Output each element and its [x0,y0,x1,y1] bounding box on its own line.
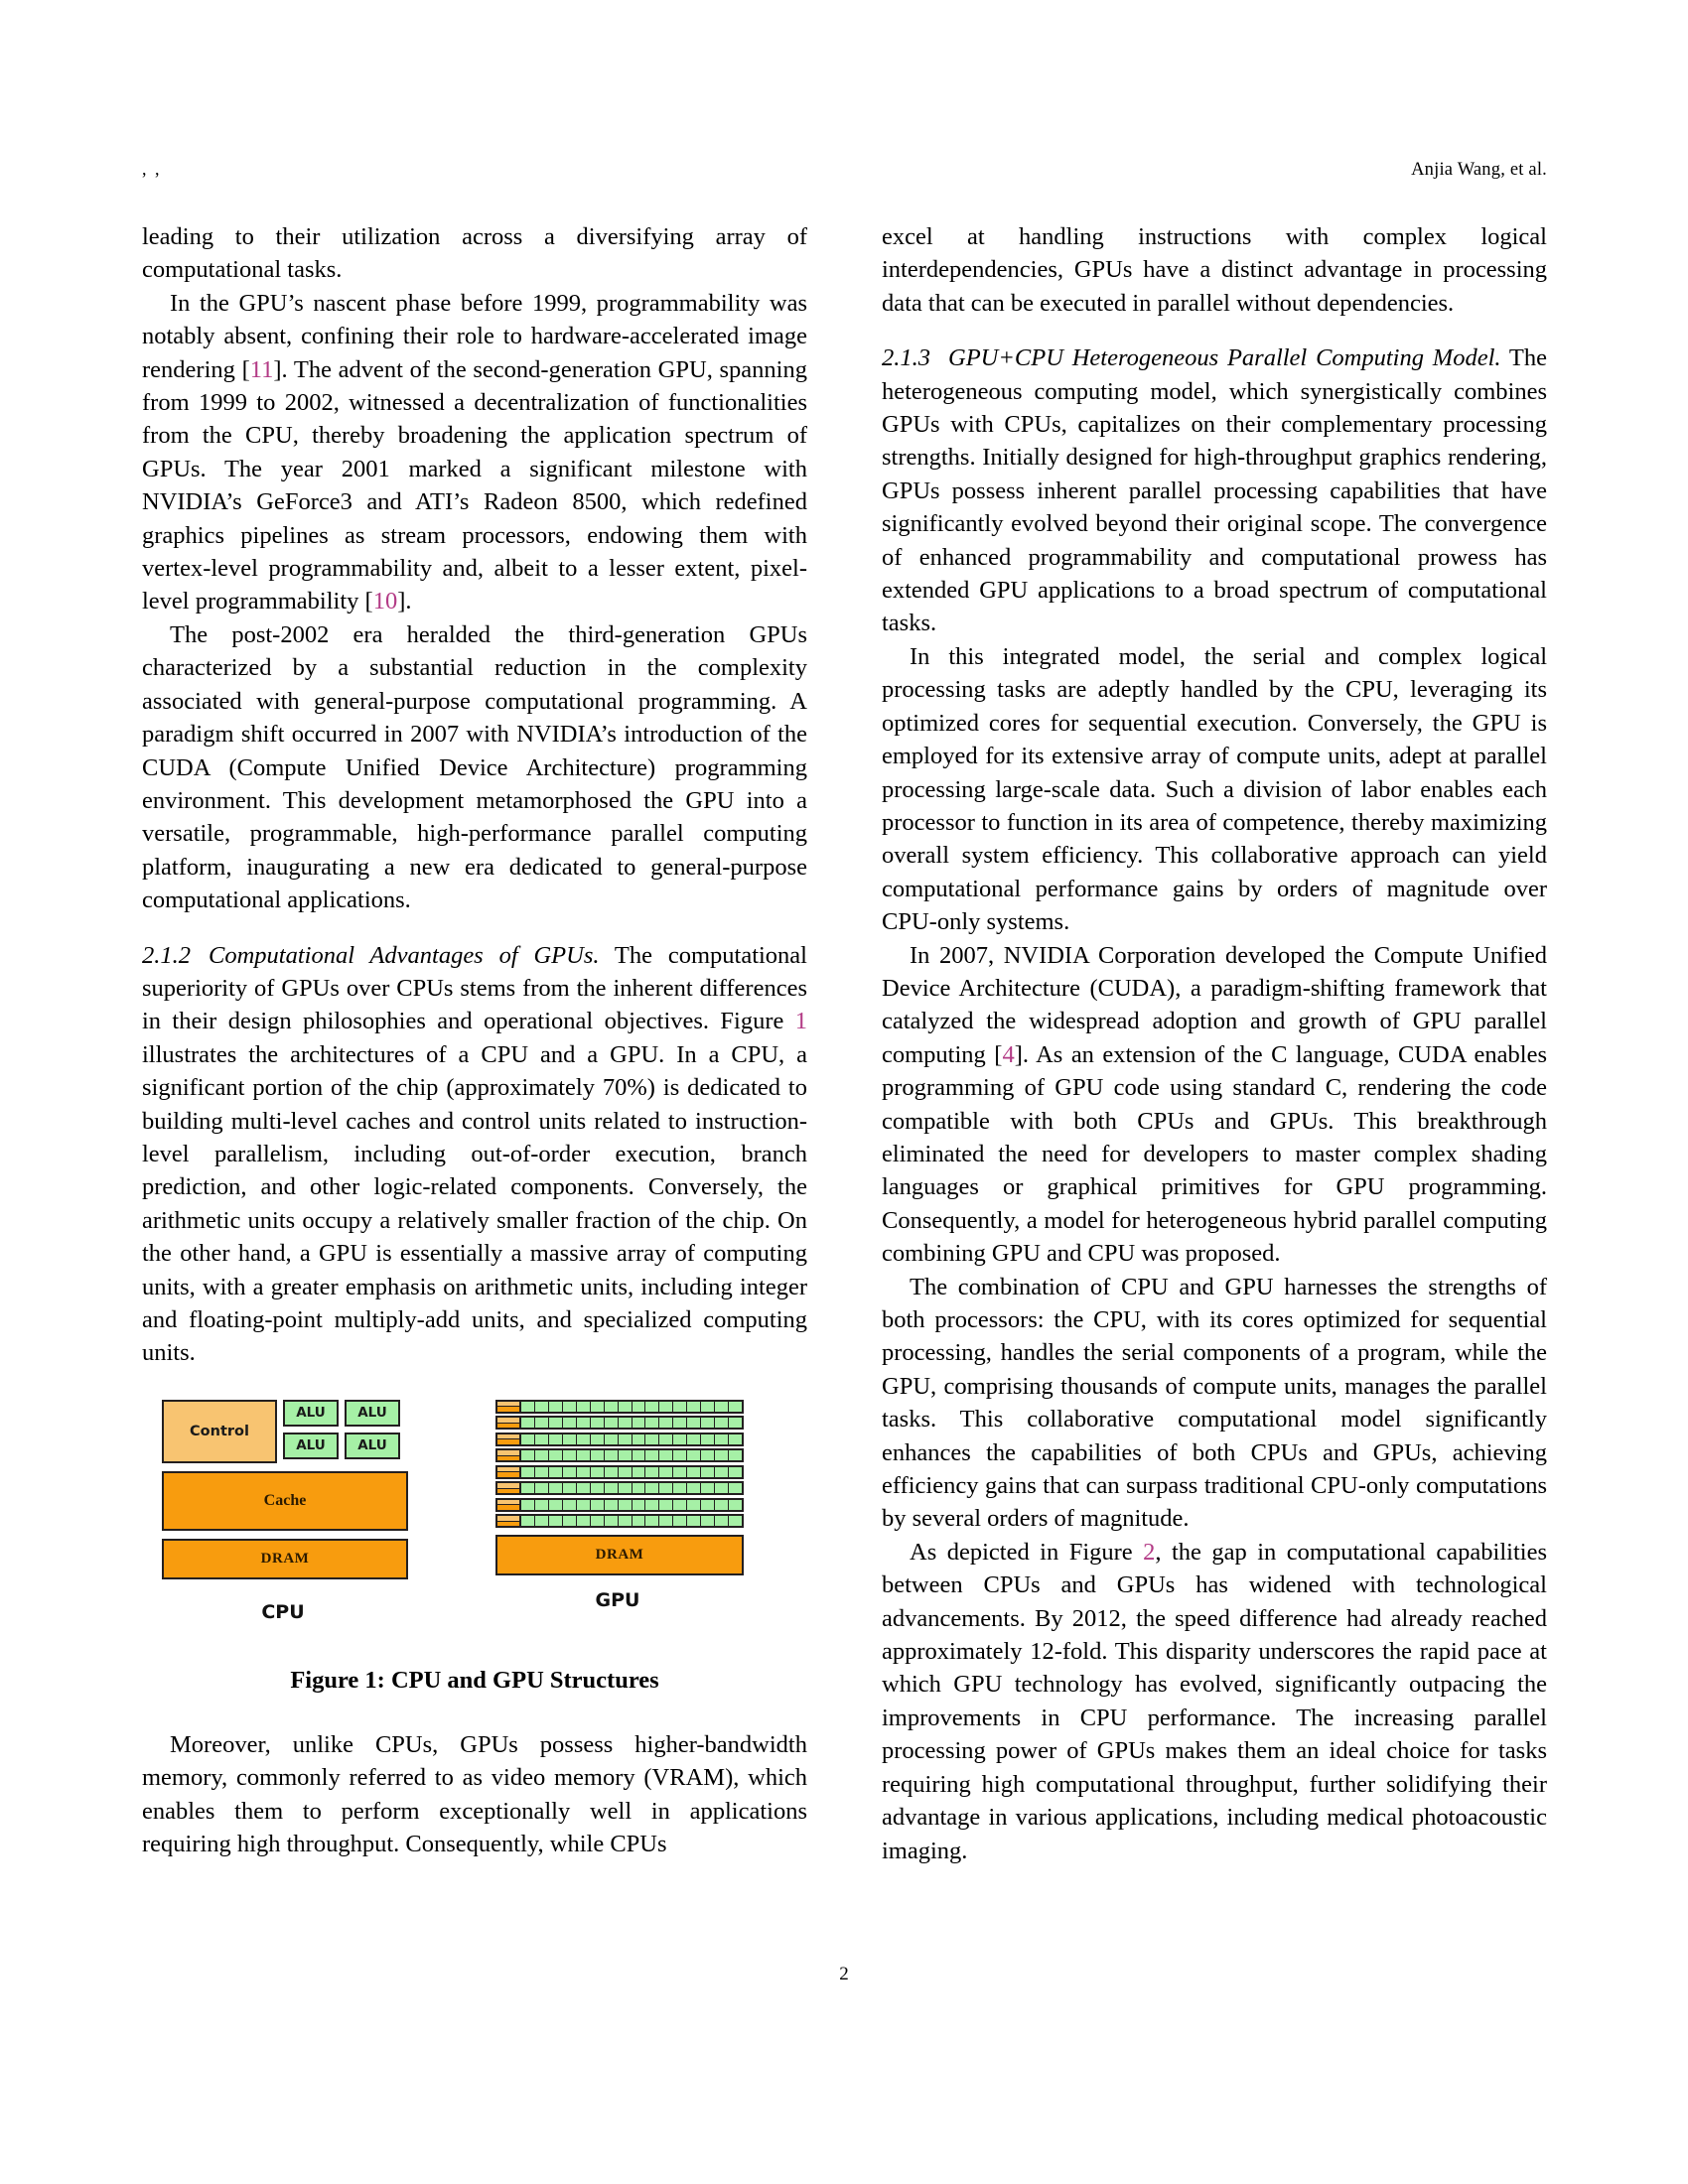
gpu-alu-cell [521,1516,535,1526]
gpu-alu-cell [633,1450,646,1460]
gpu-alu-cell [563,1418,577,1428]
gpu-alu-cell [729,1516,742,1526]
gpu-core-row [495,1448,744,1462]
gpu-alu-cell [619,1402,633,1412]
gpu-alu-cell [619,1467,633,1477]
section-title: Computational Advantages of GPUs. [209,941,600,969]
gpu-alu-cell [729,1418,742,1428]
citation-link-10[interactable]: 10 [372,588,398,615]
gpu-alu-cells [521,1433,744,1446]
page-number: 2 [839,1964,849,1984]
gpu-alu-cell [535,1434,549,1444]
text-run: , the gap in computational capabilities between CPUs and GPUs has widened with technological advancements. By 2012, the speed difference had already reached approximately 12-fold. This disparity underscores the rapid pace at which GPU technology has evolved, significantly outpacing the improvements in CPU performance. The increasing parallel processing power of GPUs makes them an ideal choice for tasks requiring high computational throughput, further solidifying their advantage in various applications, including medical photoacoustic imaging. [882,1538,1547,1864]
cpu-alu-block: ALU [345,1433,400,1459]
gpu-alu-cell [549,1467,563,1477]
gpu-alu-cell [715,1483,729,1493]
text-run: ]. As an extension of the C language, CUDA enables programming of GPU code using standard C, rendering the code compatible with both CPUs and GPUs. This breakthrough eliminated the need for developers to master complex shading languages or graphical primitives for GPU programming. Consequently, a model for heterogeneous hybrid parallel computing combining GPU and CPU was proposed. [882,1040,1547,1268]
gpu-alu-cell [521,1500,535,1510]
cpu-dram-block: DRAM [162,1539,408,1579]
gpu-alu-cell [535,1516,549,1526]
gpu-alu-cell [659,1467,673,1477]
text-run: As depicted in Figure [910,1538,1144,1566]
gpu-alu-cell [521,1418,535,1428]
figure-link-1[interactable]: 1 [794,1008,807,1035]
gpu-control-block [495,1416,521,1430]
gpu-alu-cell [549,1450,563,1460]
paragraph-continuation-right: excel at handling instructions with complex logical interdependencies, GPUs have a distinct advantage in processing data that can be executed in parallel without dependencies. [882,223,1547,317]
gpu-alu-cell [549,1418,563,1428]
gpu-alu-cell [687,1450,701,1460]
section-number: 2.1.2 [142,941,191,969]
gpu-alu-cell [673,1516,687,1526]
gpu-alu-cell [619,1500,633,1510]
paragraph-integrated-model: In this integrated model, the serial and complex logical processing tasks are adeptly handled by the CPU, leveraging its optimized cores for sequential execution. Conversely, the GPU is employed for its extensive array of compute units, adept at parallel processing large-scale data. Such a division of labor enables each processor to function in its area of competence, thereby maximizing overall system efficiency. This collaborative approach can yield computational performance gains by orders of magnitude over CPU-only systems. [882,642,1547,936]
gpu-alu-cell [701,1402,715,1412]
gpu-core-row [495,1400,744,1414]
gpu-core-row [495,1465,744,1479]
gpu-alu-cell [563,1450,577,1460]
gpu-alu-cell [673,1500,687,1510]
gpu-alu-cell [645,1483,659,1493]
gpu-alu-cell [659,1450,673,1460]
gpu-alu-cell [521,1434,535,1444]
gpu-alu-cell [659,1402,673,1412]
gpu-alu-cell [715,1500,729,1510]
paragraph-cpu-gpu-combination: The combination of CPU and GPU harnesses the strengths of both processors: the CPU, with its cores optimized for sequential processing, handles the serial components of a program, while the GPU, comprising thousands of compute units, manages the parallel tasks. This collaborative computational model significantly enhances the capabilities of both CPUs and GPUs, achieving efficiency gains that can surpass traditional CPU-only computations by several orders of magnitude. [882,1273,1547,1533]
gpu-alu-cell [577,1402,591,1412]
gpu-dram-block: DRAM [495,1535,744,1575]
spacer [142,917,807,939]
figure-1-caption: Figure 1: CPU and GPU Structures [290,1666,659,1694]
two-column-body [142,220,1547,1867]
spacer [882,320,1547,341]
gpu-alu-cell [715,1516,729,1526]
gpu-alu-cell [633,1418,646,1428]
gpu-control-block [495,1465,521,1479]
gpu-alu-cells [521,1465,744,1479]
gpu-control-lower [497,1489,519,1494]
gpu-alu-cell [673,1402,687,1412]
gpu-alu-cells [521,1416,744,1430]
gpu-alu-cell [673,1483,687,1493]
paragraph-cuda-2007 [882,939,1547,1271]
gpu-alu-cell [715,1467,729,1477]
gpu-alu-cell [563,1434,577,1444]
gpu-alu-cell [729,1500,742,1510]
gpu-alu-cell [605,1467,619,1477]
gpu-alu-cell [701,1450,715,1460]
gpu-alu-cell [619,1450,633,1460]
gpu-alu-cell [659,1434,673,1444]
figure-1 [142,1400,807,1695]
gpu-control-block [495,1514,521,1528]
citation-link-4[interactable]: 4 [1002,1040,1015,1068]
cpu-alu-block: ALU [283,1400,339,1427]
gpu-alu-cell [535,1450,549,1460]
text-run: ]. [397,588,412,615]
gpu-alu-cell [645,1467,659,1477]
cpu-top-row [162,1400,408,1463]
gpu-alu-cell [687,1483,701,1493]
section-title: GPU+CPU Heterogeneous Parallel Computing Model. [948,344,1501,372]
gpu-core-row [495,1416,744,1430]
gpu-alu-cell [591,1450,605,1460]
cpu-cache-block: Cache [162,1471,408,1531]
gpu-alu-cell [591,1418,605,1428]
gpu-control-lower [497,1505,519,1510]
gpu-alu-cell [673,1450,687,1460]
cpu-diagram-label: CPU [261,1600,305,1623]
gpu-alu-cell [633,1402,646,1412]
section-heading-212 [142,939,807,1370]
gpu-control-block [495,1433,521,1446]
paragraph-figure2-reference [882,1536,1547,1867]
gpu-alu-cell [619,1434,633,1444]
gpu-alu-cell [687,1467,701,1477]
gpu-alu-cell [563,1483,577,1493]
gpu-alu-cell [591,1483,605,1493]
gpu-diagram-label: GPU [595,1589,640,1612]
gpu-alu-cell [577,1500,591,1510]
gpu-alu-cell [549,1500,563,1510]
gpu-alu-cell [633,1516,646,1526]
gpu-alu-cell [673,1467,687,1477]
gpu-alu-cell [605,1500,619,1510]
gpu-core-row [495,1481,744,1495]
gpu-alu-cell [729,1434,742,1444]
gpu-alu-cell [577,1483,591,1493]
running-header-left: , , [142,159,162,179]
text-run: In 2007, NVIDIA Corporation developed the Compute Unified Device Architecture (CUDA), a paradigm-shifting framework that catalyzed the widespread adoption and growth of GPU parallel computing [ [882,941,1547,1068]
gpu-alu-cell [591,1500,605,1510]
figure-link-2[interactable]: 2 [1143,1538,1156,1566]
gpu-alu-cell [701,1500,715,1510]
gpu-alu-cell [701,1467,715,1477]
gpu-alu-cell [645,1450,659,1460]
cpu-diagram [162,1400,408,1623]
gpu-alu-cell [605,1402,619,1412]
gpu-alu-cell [645,1418,659,1428]
gpu-diagram [495,1400,744,1612]
paragraph-gpu-history [142,287,807,618]
gpu-alu-cell [687,1434,701,1444]
gpu-alu-cell [563,1516,577,1526]
gpu-alu-cell [729,1467,742,1477]
gpu-alu-cell [659,1500,673,1510]
gpu-alu-cell [659,1483,673,1493]
gpu-control-lower [497,1424,519,1429]
gpu-control-block [495,1498,521,1512]
text-run: illustrates the architectures of a CPU and a GPU. In a CPU, a significant portion of the chip (approximately 70%) is dedicated to building multi-level caches and control units related to instruction-level parallelism, including out-of-order execution, branch prediction, and other logic-related components. Conversely, the arithmetic units occupy a relatively smaller fraction of the chip. On the other hand, a GPU is essentially a massive array of computing units, with a greater emphasis on arithmetic units, including integer and floating-point multiply-add units, and specialized computing units. [142,1040,807,1367]
running-header [142,159,1547,181]
gpu-alu-cell [591,1402,605,1412]
right-column [882,220,1547,1867]
gpu-alu-cell [535,1418,549,1428]
gpu-alu-cell [729,1483,742,1493]
paragraph-vram: Moreover, unlike CPUs, GPUs possess higher-bandwidth memory, commonly referred to as video memory (VRAM), which enables them to perform exceptionally well in applications requiring high throughput. Consequently, while CPUs [142,1730,807,1858]
gpu-alu-cell [535,1483,549,1493]
gpu-alu-cells [521,1514,744,1528]
gpu-alu-cell [549,1483,563,1493]
text-run: The computational superiority of GPUs over CPUs stems from the inherent differences in their design philosophies and operational objectives. Figure [142,941,807,1035]
gpu-alu-cell [701,1418,715,1428]
gpu-alu-cell [701,1483,715,1493]
gpu-alu-cell [619,1483,633,1493]
gpu-alu-cell [605,1516,619,1526]
gpu-control-lower [497,1439,519,1444]
gpu-alu-cell [521,1467,535,1477]
gpu-alu-cell [715,1450,729,1460]
cpu-alu-grid [283,1400,400,1459]
gpu-alu-cells [521,1448,744,1462]
gpu-core-row [495,1498,744,1512]
gpu-alu-cell [633,1500,646,1510]
gpu-control-lower [497,1456,519,1461]
gpu-alu-cell [549,1434,563,1444]
gpu-alu-cell [535,1500,549,1510]
gpu-alu-cell [701,1434,715,1444]
left-column [142,220,807,1867]
gpu-alu-cell [549,1402,563,1412]
paragraph-continuation: leading to their utilization across a diversifying array of computational tasks. [142,223,807,284]
gpu-alu-cell [591,1434,605,1444]
text-run: The heterogeneous computing model, which synergistically combines GPUs with CPUs, capitalizes on their complementary processing strengths. Initially designed for high-throughput graphics rendering, GPUs possess inherent parallel processing capabilities that have significantly evolved beyond their original scope. The convergence of enhanced programmability and computational prowess has extended GPU applications to a broad spectrum of computational tasks. [882,344,1547,637]
gpu-control-lower [497,1472,519,1477]
gpu-alu-cell [535,1467,549,1477]
gpu-control-block [495,1448,521,1462]
gpu-core-row [495,1433,744,1446]
gpu-alu-cell [645,1500,659,1510]
gpu-alu-cell [645,1434,659,1444]
gpu-alu-cells [521,1400,744,1414]
cpu-control-block: Control [162,1400,277,1463]
gpu-alu-cell [633,1467,646,1477]
gpu-alu-cell [659,1516,673,1526]
gpu-control-lower [497,1522,519,1527]
gpu-alu-cell [729,1402,742,1412]
gpu-alu-cell [605,1450,619,1460]
gpu-alu-cell [521,1450,535,1460]
gpu-alu-cell [673,1418,687,1428]
gpu-alu-cell [563,1467,577,1477]
gpu-alu-cell [591,1516,605,1526]
gpu-alu-cell [673,1434,687,1444]
gpu-alu-cell [605,1483,619,1493]
gpu-control-block [495,1481,521,1495]
gpu-alu-cell [729,1450,742,1460]
gpu-alu-cell [715,1418,729,1428]
section-heading-213 [882,341,1547,640]
cpu-alu-block: ALU [283,1433,339,1459]
gpu-alu-cell [577,1434,591,1444]
gpu-alu-cell [633,1434,646,1444]
gpu-core-row [495,1514,744,1528]
gpu-alu-cell [577,1467,591,1477]
gpu-alu-cell [687,1500,701,1510]
gpu-alu-cell [619,1418,633,1428]
section-number: 2.1.3 [882,344,930,372]
gpu-alu-cell [715,1402,729,1412]
text-run: In the GPU’s nascent phase before 1999, programmability was notably absent, confining their role to hardware-accelerated image rendering [ [142,289,807,383]
cpu-alu-block: ALU [345,1400,400,1427]
gpu-alu-cell [521,1483,535,1493]
gpu-alu-cell [687,1418,701,1428]
gpu-control-block [495,1400,521,1414]
gpu-alu-cell [633,1483,646,1493]
gpu-alu-cell [645,1516,659,1526]
figure-1-graphic [142,1400,807,1623]
gpu-alu-cells [521,1498,744,1512]
gpu-alu-cell [715,1434,729,1444]
gpu-alu-cell [591,1467,605,1477]
gpu-alu-cell [687,1402,701,1412]
gpu-alu-cell [577,1418,591,1428]
gpu-alu-cell [687,1516,701,1526]
gpu-alu-cell [605,1418,619,1428]
running-header-right: Anjia Wang, et al. [1411,160,1547,180]
gpu-alu-cell [645,1402,659,1412]
gpu-control-lower [497,1407,519,1412]
gpu-alu-cell [701,1516,715,1526]
gpu-alu-cell [577,1516,591,1526]
gpu-core-grid [495,1400,744,1529]
gpu-alu-cell [619,1516,633,1526]
gpu-alu-cell [659,1418,673,1428]
gpu-alu-cell [521,1402,535,1412]
paragraph-third-generation: The post-2002 era heralded the third-generation GPUs characterized by a substantial reduction in the complexity associated with general-purpose computational programming. A paradigm shift occurred in 2007 with NVIDIA’s introduction of the CUDA (Compute Unified Device Architecture) programming environment. This development metamorphosed the GPU into a versatile, programmable, high-performance parallel computing platform, inaugurating a new era dedicated to general-purpose computational applications. [142,620,807,914]
gpu-alu-cell [577,1450,591,1460]
gpu-alu-cell [563,1500,577,1510]
text-run: ]. The advent of the second-generation GPU, spanning from 1999 to 2002, witnessed a decentralization of functionalities from the CPU, thereby broadening the application spectrum of GPUs. The year 2001 marked a significant milestone with NVIDIA’s GeForce3 and ATI’s Radeon 8500, which redefined graphics pipelines as stream processors, endowing them with vertex-level programmability and, albeit to a lesser extent, pixel-level programmability [ [142,355,807,615]
gpu-alu-cell [563,1402,577,1412]
gpu-alu-cell [535,1402,549,1412]
citation-link-11[interactable]: 11 [249,355,274,383]
gpu-alu-cell [605,1434,619,1444]
gpu-alu-cells [521,1481,744,1495]
gpu-alu-cell [549,1516,563,1526]
